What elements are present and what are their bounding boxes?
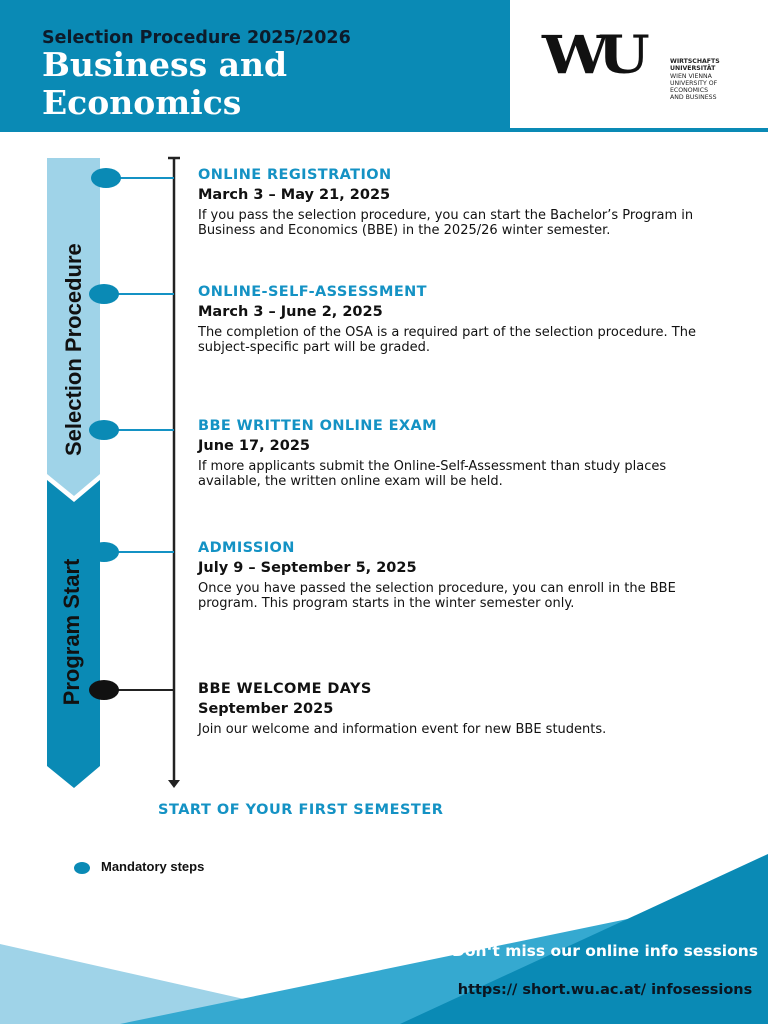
logo-line: WIRTSCHAFTS	[670, 58, 720, 65]
step-title: ONLINE-SELF-ASSESSMENT	[198, 284, 427, 300]
selection-procedure-label: Selection Procedure	[61, 243, 86, 456]
step-admission	[198, 539, 718, 611]
step-date: July 9 – September 5, 2025	[198, 560, 417, 576]
step-date: March 3 – June 2, 2025	[198, 304, 383, 320]
step-description: If you pass the selection procedure, you can start the Bachelor’s Program in Business and Economics (BBE) in the 2025/26 winter semester.	[198, 208, 694, 238]
step-date: March 3 – May 21, 2025	[198, 187, 391, 203]
mandatory-dot	[89, 420, 119, 440]
header-subtitle: Selection Procedure 2025/2026	[42, 28, 351, 48]
wu-logo-mark: WU	[542, 25, 639, 86]
logo-line: UNIVERSITÄT	[670, 65, 716, 73]
program-start-label: Program Start	[59, 558, 84, 706]
optional-dot	[89, 680, 119, 700]
first-semester-label: START OF YOUR FIRST SEMESTER	[158, 802, 444, 818]
step-online-self-assessment	[198, 283, 718, 355]
timeline	[80, 150, 190, 795]
step-title: BBE WELCOME DAYS	[198, 681, 372, 697]
timeline-arrowhead	[168, 780, 180, 788]
info-sessions-callout: Don‘t miss our online info sessions	[451, 942, 759, 960]
logo-line: AND BUSINESS	[670, 94, 717, 102]
step-description: Join our welcome and information event for new BBE students.	[198, 722, 607, 737]
logo-line: UNIVERSITY OF	[670, 79, 718, 87]
step-description: The completion of the OSA is a required part of the selection procedure. The subject-specific part will be graded.	[198, 325, 696, 355]
step-online-registration	[198, 166, 718, 238]
logo-line: ECONOMICS	[670, 87, 709, 95]
step-welcome-days	[198, 680, 718, 737]
logo-line: WIEN VIENNA	[670, 72, 712, 80]
step-title: ONLINE REGISTRATION	[198, 167, 392, 183]
info-sessions-link[interactable]: https:// short.wu.ac.at/ infosessions	[457, 982, 753, 998]
wu-logo-text	[670, 58, 750, 102]
step-date: June 17, 2025	[198, 438, 311, 454]
mandatory-dot	[89, 542, 119, 562]
step-date: September 2025	[198, 701, 334, 717]
legend-label: Mandatory steps	[101, 859, 205, 874]
step-description: If more applicants submit the Online-Self-Assessment than study places available, the written online exam will be held.	[198, 459, 667, 489]
step-title: BBE WRITTEN ONLINE EXAM	[198, 418, 437, 434]
step-title: ADMISSION	[198, 540, 295, 556]
mandatory-dot	[89, 284, 119, 304]
mandatory-dot	[91, 168, 121, 188]
page-title: Business and Economics	[42, 45, 288, 122]
step-description: Once you have passed the selection procedure, you can enroll in the BBE program. This program starts in the winter semester only.	[198, 581, 676, 611]
step-written-online-exam	[198, 417, 718, 489]
